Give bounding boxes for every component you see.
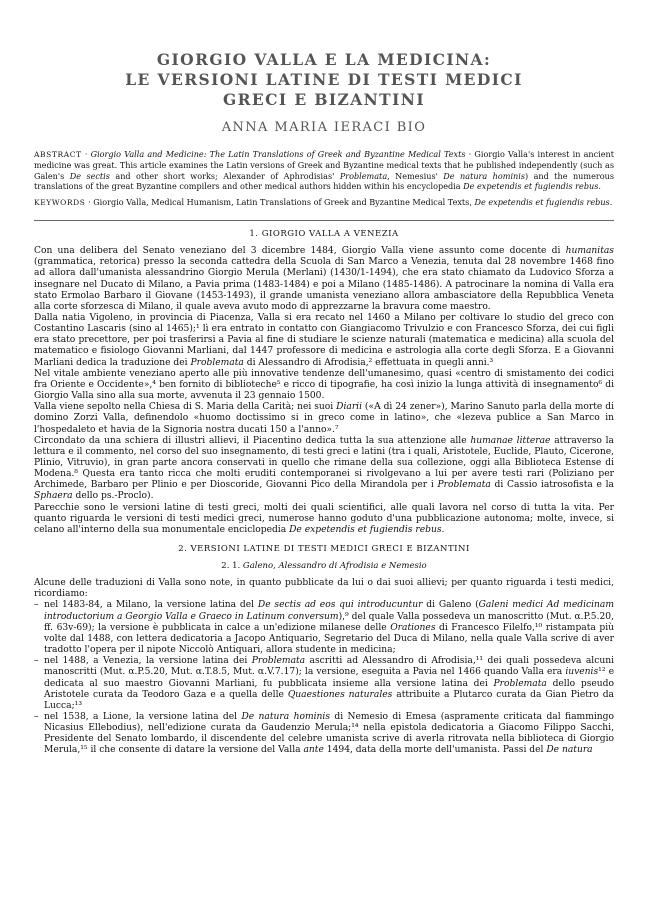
abstract-label: ABSTRACT bbox=[34, 150, 82, 159]
paragraph: Circondato da una schiera di illustri allievi, il Piacentino dedica tutta la sua attenzione alle humanae litterae attraverso la lettura e il commento, nel corso del suo insegnamento, di testi greci e latini (tra i quali, Aristotele, Euclide, Plauto, Cicerone, Plinio, Vitruvio), in gran parte ancora conservati in quello che rimane della sua collezione, oggi alla Biblioteca Estense di Modena.⁸ Questa era tanto ricca che molti eruditi contemporanei si rivolgevano a lui per avere testi rari (Poliziano per Archimede, Barbaro per Plinio e per Dioscoride, Giovanni Pico della Mirandola per i Problemata di Cassio iatrosofista e la Sphaera dello ps.-Proclo). bbox=[34, 435, 614, 502]
list-item: – nel 1483-84, a Milano, la versione latina del De sectis ad eos qui introducuntur di Galeno (Galeni medici Ad medicinam introductorium a Georgio Valla e Graeco in Latinum conversum),⁹ del quale Valla possedeva un manoscritto (Mut. α.P.5.20, ff. 63v-69); la versione è pubblicata in calce a un'edizione milanese delle Orationes di Francesco Filelfo,¹⁰ ristampata più volte dal 1488, con lettera dedicatoria a Jacopo Antiquario, Segretario del Duca di Milano, nella quale Valla scrive di aver tradotto l'opera per il nipote Niccolò Antiquari, allora studente in medicina; bbox=[34, 600, 614, 656]
paragraph: Parecchie sono le versioni latine di testi greci, molti dei quali scientifici, alle quali lavora nel corso di tutta la vita. Per quanto riguarda le versioni di testi medici greci, numerose hanno goduto d'una pubblicazione autonoma; molte, invece, si celano all'interno della sua monumentale enciclopedia De expetendis et fugiendis rebus. bbox=[34, 502, 614, 535]
title-line-2: LE VERSIONI LATINE DI TESTI MEDICI bbox=[125, 70, 523, 89]
paragraph: Valla viene sepolto nella Chiesa di S. Maria della Carità; nei suoi Diarii («A dì 24 zener»), Marino Sanuto parla della morte di domino Zorzi Valla, definendolo «huomo doctissimo si in greco come in latino», che «lezeva publice a San Marco in l'hospedaleto et havia de la Signoria nostra ducati 150 a l'anno».⁷ bbox=[34, 402, 614, 435]
list-item: – nel 1538, a Lione, la versione latina del De natura hominis di Nemesio di Emesa (aspramente criticata dal fiammingo Nicasius Ellebodius), nell'edizione curata da Gaudenzio Merula;¹⁴ nella epistola dedicatoria a Giacomo Filippo Sacchi, Presidente del Senato lombardo, il discendente del celebre umanista scrive di averla ritrovata nella biblioteca di Giorgio Merula,¹⁵ il che consente di datare la versione del Valla ante 1494, data della morte dell'umanista. Passi del De natura bbox=[34, 712, 614, 757]
author-name: ANNA MARIA IERACI BIO bbox=[221, 120, 427, 135]
list-item: – nel 1488, a Venezia, la versione latina dei Problemata ascritti ad Alessandro di Afrodisia,¹¹ dei quali possedeva alcuni manoscritti (Mut. α.P.5.20, Mut. α.T.8.5, Mut. α.V.7.17); la versione, eseguita a Pavia nel 1466 quando Valla era iuvenis¹² e dedicata al suo maestro Giovanni Marliani, fu pubblicata insieme alla versione latina dei Problemata dello pseudo Aristotele curata da Teodoro Gaza e a quella delle Quaestiones naturales attribuite a Plutarco curata da Gian Pietro da Lucca;¹³ bbox=[34, 656, 614, 712]
paragraph: Nel vitale ambiente veneziano aperto alle più innovative tendenze dell'umanesimo, quasi «centro di smistamento dei codici fra Oriente e Occidente»,⁴ ben fornito di biblioteche⁵ e ricco di tipografie, ha così inizio la lunga attività di insegnamento⁶ di Giorgio Valla sino alla sua morte, avvenuta il 23 gennaio 1500. bbox=[34, 368, 614, 402]
subsection-heading: 2. 1. Galeno, Alessandro di Afrodisia e Nemesio bbox=[221, 561, 427, 572]
section-heading-1: 1. GIORGIO VALLA A VENEZIA bbox=[249, 229, 399, 240]
keywords-label: KEYWORDS bbox=[34, 197, 86, 207]
article-page bbox=[34, 50, 614, 757]
divider bbox=[34, 220, 614, 221]
keywords: KEYWORDS · Giorgio Valla, Medical Humanism, Latin Translations of Greek and Byzantine Medical Texts, De expetendis et fugiendis rebus. bbox=[34, 196, 613, 207]
title-line-3: GRECI E BIZANTINI bbox=[223, 90, 425, 109]
section-heading-2: 2. VERSIONI LATINE DI TESTI MEDICI GRECI E BIZANTINI bbox=[178, 544, 470, 555]
paragraph: Dalla natia Vigoleno, in provincia di Piacenza, Valla si era recato nel 1460 a Milano per coltivare lo studio del greco con Costantino Lascaris (sino al 1465);¹ lì era entrato in contatto con Giangiacomo Trivulzio e con Francesco Sforza, dei cui figli era stato precettore, per poi trasferirsi a Pavia al fine di studiare le scienze naturali (matematica e medicina) alla scuola del matematico e fisiologo Giovanni Marliani, dal 1447 professore di medicina e astrologia alla corte degli Sforza. E a Giovanni Marliani dedica la traduzione dei Problemata di Alessandro di Afrodisia,² effettuata in quegli anni.³ bbox=[34, 312, 614, 368]
abstract-title: Giorgio Valla and Medicine: The Latin Translations of Greek and Byzantine Medical Texts bbox=[90, 149, 466, 159]
paragraph: Con una delibera del Senato veneziano del 3 dicembre 1484, Giorgio Valla viene assunto come docente di humanitas (grammatica, retorica) presso la seconda cattedra della Scuola di San Marco a Venezia, tenuta dal 28 novembre 1468 fino ad allora dall'umanista alessandrino Giorgio Merula (Merlani) (1430/1-1494), che era stato chiamato da Ludovico Sforza a insegnare nel Ducato di Milano, a Pavia prima (1483-1484) e poi a Milano (1485-1486). A patrocinare la nomina di Valla era stato Ermolao Barbaro il Giovane (1453-1493), il grande umanista veneziano allora ambasciatore della Repubblica Veneta alla corte sforzesca di Milano, il quale aveva avuto modo di apprezzarne la bravura come maestro. bbox=[34, 246, 614, 312]
paragraph: Alcune delle traduzioni di Valla sono note, in quanto pubblicate da lui o dai suoi allievi; per quanto riguarda i testi medici, ricordiamo: bbox=[34, 578, 614, 600]
title-line-1: GIORGIO VALLA E LA MEDICINA: bbox=[156, 50, 492, 69]
translation-list bbox=[34, 600, 614, 756]
abstract: ABSTRACT · Giorgio Valla and Medicine: The Latin Translations of Greek and Byzantine Medical Texts · Giorgio Valla's interest in ancient medicine was great. This article examines the Latin versions of Greek and Byzantine medical texts that he published independently (such as Galen's De sectis and other short works; Alexander of Aphrodisias' Problemata, Nemesius' De natura hominis) and the numerous translations of the great Byzantine compilers and other medical authors hidden within his encyclopedia De expetendis et fugiendis rebus. bbox=[34, 149, 614, 192]
article-title bbox=[34, 50, 614, 110]
